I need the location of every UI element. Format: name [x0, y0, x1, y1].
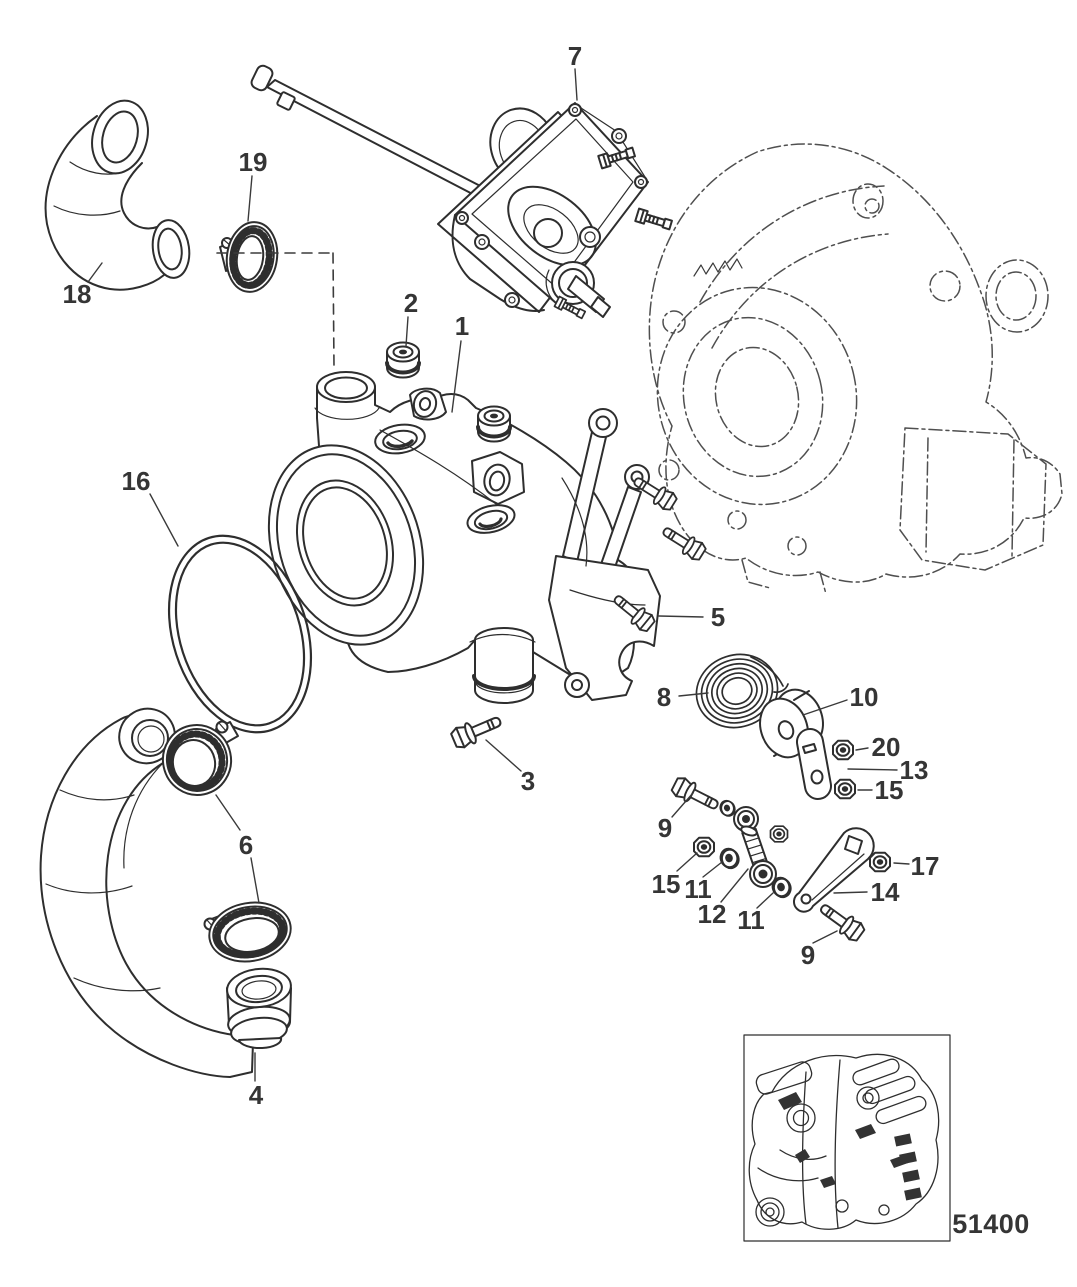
callout-9b: [801, 931, 837, 970]
callout-14: [834, 877, 900, 907]
callout-label: 18: [62, 279, 92, 309]
part-7-actuator: [250, 64, 673, 320]
callout-label: 13: [899, 755, 929, 785]
drawing-number: 51400: [952, 1209, 1030, 1239]
housing-bracket: [549, 409, 660, 700]
callout-label: 14: [870, 877, 900, 907]
flywheel-housing-ghost: [635, 144, 1062, 594]
seal: [387, 343, 419, 378]
callout-16: [122, 466, 178, 546]
callout-3: [486, 740, 535, 796]
part-3-bolt: [450, 711, 504, 750]
part-12-link-rod: [718, 798, 787, 887]
callout-11a: [684, 862, 722, 904]
callout-6: [216, 795, 259, 903]
housing-outlet-pipe: [474, 628, 534, 703]
callout-label: 15: [651, 869, 681, 899]
engine-thumbnail: [744, 1035, 950, 1241]
part-17-nut: [870, 853, 890, 871]
callout-label: 12: [697, 899, 727, 929]
part-13-link-plate: [797, 729, 831, 799]
callout-label: 16: [121, 466, 151, 496]
callout-label: 5: [710, 602, 726, 632]
callout-label: 11: [684, 874, 712, 904]
callout-label: 10: [849, 682, 879, 712]
actuator-stud: [635, 209, 672, 232]
callout-label: 4: [248, 1080, 264, 1110]
part-6-clamps: [156, 719, 295, 968]
part-19-hose-clamp: [220, 219, 282, 295]
part-20-nut: [833, 741, 853, 759]
callout-label: 3: [520, 766, 536, 796]
callout-label: 7: [567, 41, 583, 71]
part-9-bolt: [816, 899, 866, 944]
callout-label: 20: [871, 732, 901, 762]
callout-7: [568, 41, 582, 100]
actuator-rod: [267, 80, 490, 200]
callout-11b: [737, 893, 773, 935]
callout-label: 1: [454, 311, 470, 341]
callout-label: 6: [238, 830, 254, 860]
callout-label: 8: [656, 682, 672, 712]
callout-label: 11: [737, 905, 765, 935]
callout-17: [894, 851, 939, 881]
part-1-housing: [244, 372, 660, 703]
callout-19: [239, 147, 268, 221]
callout-20: [856, 732, 900, 762]
part-9-bolt: [670, 775, 722, 815]
part-18-elbow-hose: [46, 94, 193, 290]
callout-5: [659, 602, 725, 632]
callout-label: 9: [657, 813, 673, 843]
callout-label: 19: [238, 147, 268, 177]
hose-end-cup: [225, 966, 293, 1048]
callout-2: [404, 288, 418, 346]
jam-nut: [771, 826, 788, 842]
part-15-nut: [835, 780, 855, 798]
seal: [478, 407, 510, 442]
callout-label: 9: [800, 940, 816, 970]
callout-label: 15: [874, 775, 904, 805]
hose-clamp: [205, 896, 296, 967]
part-14-lever: [794, 828, 874, 911]
callout-label: 2: [403, 288, 419, 318]
part-11-bushing: [719, 847, 741, 871]
callout-label: 17: [910, 851, 940, 881]
callout-15a: [858, 775, 903, 805]
